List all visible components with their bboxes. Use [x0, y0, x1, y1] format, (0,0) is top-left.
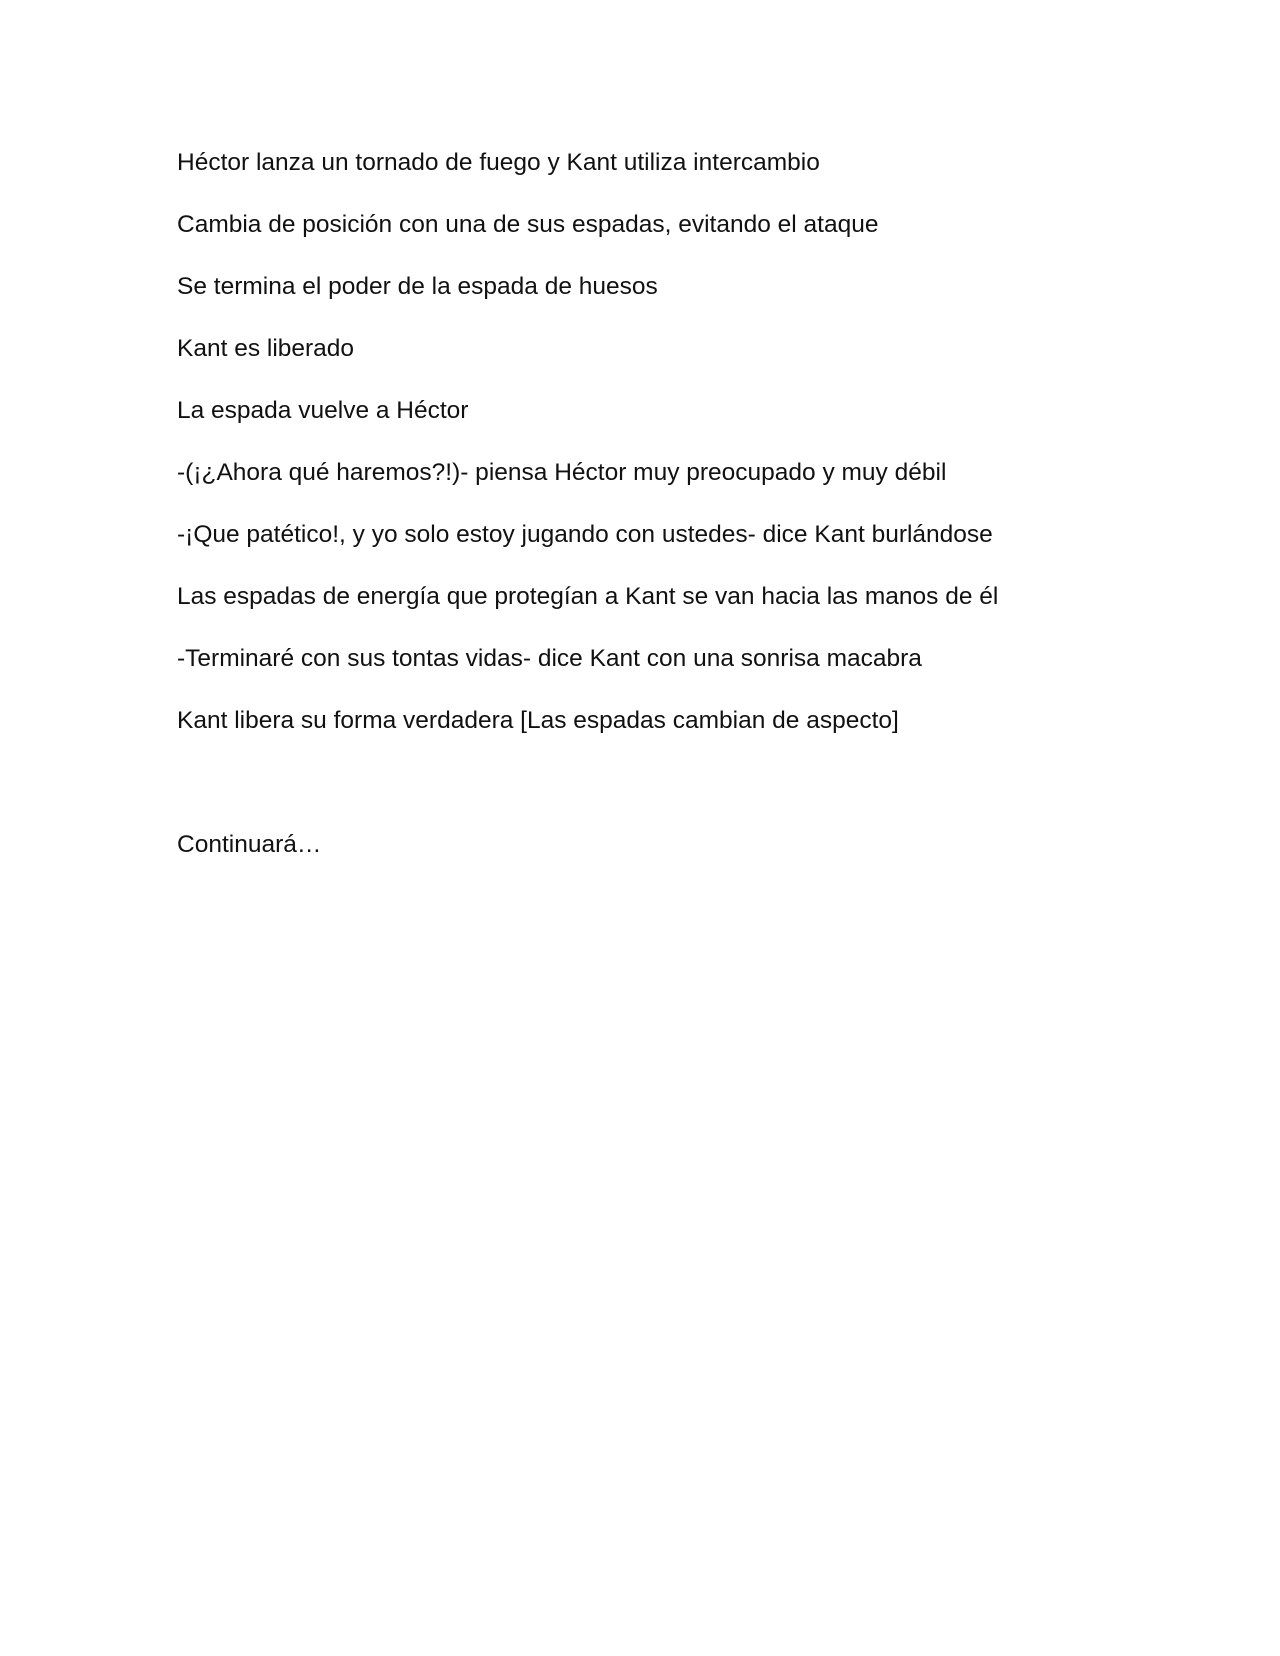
- paragraph-3: Se termina el poder de la espada de huesos: [177, 273, 658, 300]
- paragraph-10: Kant libera su forma verdadera [Las espadas cambian de aspecto]: [177, 707, 899, 734]
- paragraph-5: La espada vuelve a Héctor: [177, 397, 469, 424]
- paragraph-8: Las espadas de energía que protegían a Kant se van hacia las manos de él: [177, 583, 999, 610]
- paragraph-6: -(¡¿Ahora qué haremos?!)- piensa Héctor muy preocupado y muy débil: [177, 459, 947, 486]
- story-text: [177, 148, 1227, 892]
- paragraph-9: -Terminaré con sus tontas vidas- dice Kant con una sonrisa macabra: [177, 645, 922, 672]
- paragraph-2: Cambia de posición con una de sus espadas, evitando el ataque: [177, 211, 879, 238]
- paragraph-7: -¡Que patético!, y yo solo estoy jugando con ustedes- dice Kant burlándose: [177, 521, 993, 548]
- paragraph-4: Kant es liberado: [177, 335, 355, 362]
- closing-text: Continuará…: [177, 831, 322, 858]
- paragraph-1: Héctor lanza un tornado de fuego y Kant utiliza intercambio: [177, 149, 820, 176]
